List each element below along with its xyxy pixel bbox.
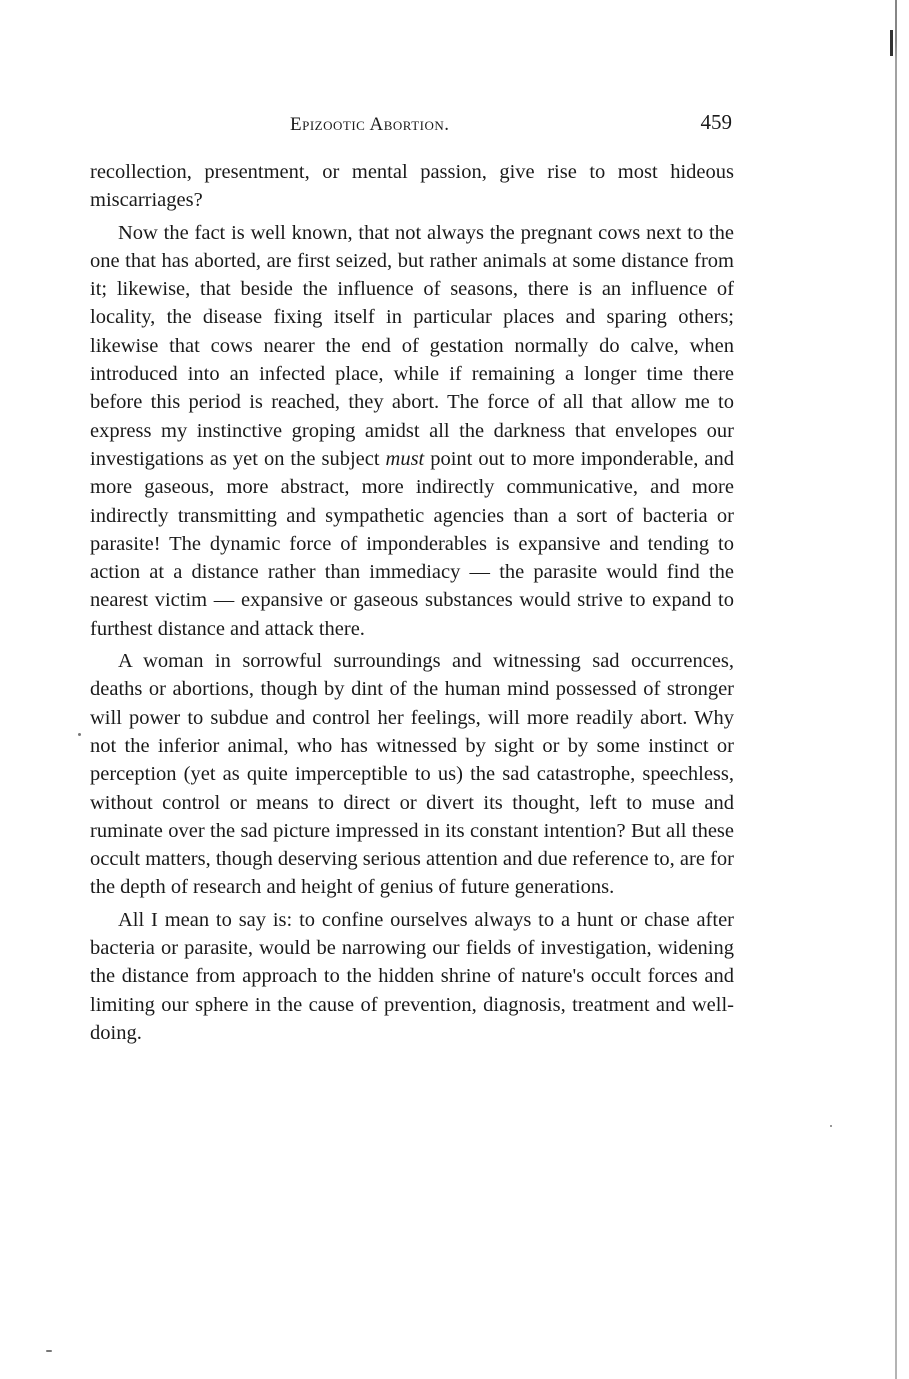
paragraph-1-text: recollection, presentment, or mental passion, give rise to most hideous miscarriages? [90, 161, 734, 212]
print-speck [78, 733, 81, 736]
paragraph-4-text: All I mean to say is: to confine ourselves always to a hunt or chase after bacteria or parasite, would be narrowing our fields of investigation, widening the distance from approach to the hidden shrine of nature's occult forces and limiting our sphere in the cause of prevention, diagnosis, treatment and well-doing. [90, 908, 734, 1044]
paragraph-2-text-b: point out to more imponderable, and more gaseous, more abstract, more indirectly communicative, and more indirectly transmitting and sympathetic agencies than a sort of bacteria or parasite! The dynamic force of imponderables is expansive and tending to action at a distance rather than immediacy — the parasite would find the nearest victim — expansive or gaseous substances would strive to expand to furthest distance and attack there. [90, 447, 734, 640]
paragraph-3-text: A woman in sorrowful surroundings and witnessing sad occurrences, deaths or abortions, though by dint of the human mind possessed of stronger will power to subdue and control her feelings, will more readily abort. Why not the inferior animal, who has witnessed by sight or by some instinct or perception (yet as quite imperceptible to us) the sad catastrophe, speechless, without control or means to direct or divert its thought, left to muse and ruminate over the sad picture impressed in its constant intention? But all these occult matters, though deserving serious attention and due reference to, are for the depth of research and height of genius of future generations. [90, 650, 734, 899]
body-text [90, 158, 734, 1051]
page-header [92, 108, 732, 148]
paragraph-2 [90, 219, 734, 643]
print-speck [46, 1350, 52, 1352]
paragraph-1 [90, 158, 734, 215]
page-edge-mark [890, 30, 893, 56]
print-speck [830, 1125, 832, 1127]
page-edge-shadow [895, 0, 897, 1379]
paragraph-2-text-a: Now the fact is well known, that not always the pregnant cows next to the one that has aborted, are first seized, but rather animals at some distance from it; likewise, that beside the influence of seasons, there is an influence of locality, the disease fixing itself in particular places and sparing others; likewise that cows nearer the end of gestation normally do calve, when introduced into an infected place, while if remaining a longer time there before this period is reached, they abort. The force of all that allow me to express my instinctive groping amidst all the darkness that envelopes our investigations as yet on the subject [90, 221, 734, 470]
page-number: 459 [700, 110, 732, 134]
paragraph-4 [90, 906, 734, 1047]
emphasized-word: must [385, 447, 425, 470]
paragraph-3 [90, 647, 734, 902]
running-head: Epizootic Abortion. [290, 114, 450, 135]
